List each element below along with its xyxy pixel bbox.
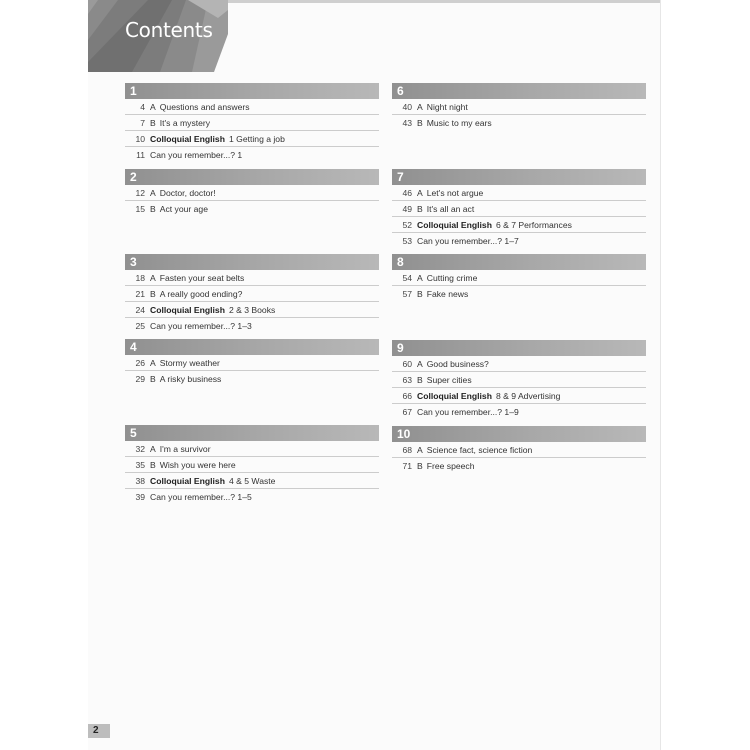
lesson-page: 52 [402,219,412,230]
unit-10-section [392,426,646,473]
lesson-row[interactable] [125,286,379,302]
lesson-letter: B [417,374,423,385]
colloquial-english-label: Colloquial English [150,475,225,486]
unit-number: 5 [125,425,379,441]
lesson-row[interactable] [125,457,379,473]
unit-number: 2 [125,169,379,185]
lesson-row[interactable] [125,270,379,286]
lesson-title: Super cities [426,374,472,385]
lesson-letter: B [417,117,423,128]
lesson-letter: A [150,187,156,198]
lesson-letter: A [417,101,423,112]
lesson-row[interactable] [392,185,646,201]
lesson-page: 25 [135,320,145,331]
lesson-row[interactable] [392,233,646,248]
lesson-page: 68 [402,444,412,455]
lesson-page: 18 [135,272,145,283]
lesson-letter: A [150,272,156,283]
lesson-letter: B [150,117,156,128]
lesson-letter: B [417,203,423,214]
lesson-letter: A [150,443,156,454]
lesson-title: Cutting crime [426,272,478,283]
lesson-letter: B [150,203,156,214]
lesson-page: 35 [135,459,145,470]
lesson-title: It's all an act [426,203,475,214]
page-title: Contents [125,18,213,42]
lesson-title: 1 Getting a job [228,133,285,144]
lesson-title: Doctor, doctor! [159,187,216,198]
lesson-row[interactable] [392,201,646,217]
lesson-title: Can you remember...? 1–3 [150,320,252,331]
lesson-page: 66 [402,390,412,401]
lesson-page: 40 [402,101,412,112]
lesson-row[interactable] [392,356,646,372]
lesson-page: 38 [135,475,145,486]
lesson-letter: A [417,187,423,198]
lesson-title: Fake news [426,288,469,299]
lesson-title: Let's not argue [426,187,484,198]
lesson-page: 63 [402,374,412,385]
lesson-letter: A [417,358,423,369]
unit-2-section [125,169,379,216]
lesson-row[interactable] [125,131,379,147]
lesson-letter: A [150,101,156,112]
unit-7-section [392,169,646,248]
lesson-row[interactable] [125,355,379,371]
lesson-title: It's a mystery [159,117,211,128]
lesson-title: Science fact, science fiction [426,444,533,455]
lesson-page: 11 [136,149,145,160]
unit-number: 9 [392,340,646,356]
unit-number: 6 [392,83,646,99]
top-rule [200,0,660,3]
unit-4-section [125,339,379,386]
unit-3-section [125,254,379,333]
lesson-letter: A [417,444,423,455]
lesson-row[interactable] [125,115,379,131]
unit-6-section [392,83,646,130]
lesson-row[interactable] [125,441,379,457]
lesson-title: Music to my ears [426,117,492,128]
lesson-letter: B [417,288,423,299]
lesson-page: 12 [135,187,145,198]
unit-1-section [125,83,379,162]
lesson-row[interactable] [392,286,646,301]
lesson-page: 29 [135,373,145,384]
lesson-row[interactable] [125,201,379,216]
lesson-row[interactable] [125,147,379,162]
lesson-row[interactable] [125,473,379,489]
lesson-row[interactable] [392,388,646,404]
unit-number: 4 [125,339,379,355]
unit-number: 7 [392,169,646,185]
lesson-title: Free speech [426,460,475,471]
lesson-row[interactable] [125,185,379,201]
lesson-title: Stormy weather [159,357,220,368]
lesson-row[interactable] [392,270,646,286]
lesson-letter: A [150,357,156,368]
lesson-letter: B [150,373,156,384]
lesson-page: 4 [140,101,145,112]
lesson-page: 60 [402,358,412,369]
lesson-row[interactable] [125,318,379,333]
lesson-row[interactable] [125,489,379,504]
lesson-page: 39 [135,491,145,502]
page-number: 2 [88,724,110,738]
lesson-title: 8 & 9 Advertising [495,390,561,401]
lesson-title: I'm a survivor [159,443,211,454]
lesson-title: Can you remember...? 1 [150,149,243,160]
lesson-page: 15 [135,203,145,214]
lesson-row[interactable] [125,371,379,386]
colloquial-english-label: Colloquial English [417,219,492,230]
lesson-title: A really good ending? [159,288,243,299]
lesson-title: Wish you were here [159,459,236,470]
lesson-page: 21 [135,288,145,299]
lesson-row[interactable] [125,99,379,115]
lesson-page: 7 [140,117,145,128]
lesson-page: 26 [135,357,145,368]
unit-number: 10 [392,426,646,442]
lesson-page: 43 [402,117,412,128]
lesson-row[interactable] [392,115,646,130]
unit-8-section [392,254,646,301]
lesson-row[interactable] [125,302,379,318]
colloquial-english-label: Colloquial English [150,133,225,144]
lesson-title: Can you remember...? 1–7 [417,235,519,246]
lesson-page: 24 [135,304,145,315]
lesson-row[interactable] [392,99,646,115]
lesson-page: 32 [135,443,145,454]
lesson-title: Fasten your seat belts [159,272,245,283]
lesson-page: 49 [402,203,412,214]
lesson-letter: B [150,459,156,470]
lesson-row[interactable] [392,217,646,233]
lesson-title: Can you remember...? 1–5 [150,491,252,502]
lesson-page: 67 [402,406,412,417]
colloquial-english-label: Colloquial English [150,304,225,315]
lesson-page: 53 [402,235,412,246]
lesson-title: A risky business [159,373,222,384]
unit-5-section [125,425,379,504]
lesson-title: 4 & 5 Waste [228,475,276,486]
lesson-page: 71 [402,460,412,471]
lesson-row[interactable] [392,404,646,419]
lesson-title: Act your age [159,203,208,214]
lesson-page: 57 [402,288,412,299]
lesson-row[interactable] [392,458,646,473]
lesson-letter: A [417,272,423,283]
unit-number: 3 [125,254,379,270]
lesson-letter: B [417,460,423,471]
unit-number: 1 [125,83,379,99]
lesson-title: Night night [426,101,468,112]
lesson-title: Questions and answers [159,101,250,112]
lesson-page: 54 [402,272,412,283]
lesson-title: Can you remember...? 1–9 [417,406,519,417]
lesson-title: 2 & 3 Books [228,304,276,315]
lesson-title: Good business? [426,358,489,369]
lesson-row[interactable] [392,372,646,388]
lesson-row[interactable] [392,442,646,458]
unit-number: 8 [392,254,646,270]
colloquial-english-label: Colloquial English [417,390,492,401]
unit-9-section [392,340,646,419]
lesson-page: 46 [402,187,412,198]
lesson-letter: B [150,288,156,299]
lesson-page: 10 [135,133,145,144]
lesson-title: 6 & 7 Performances [495,219,572,230]
